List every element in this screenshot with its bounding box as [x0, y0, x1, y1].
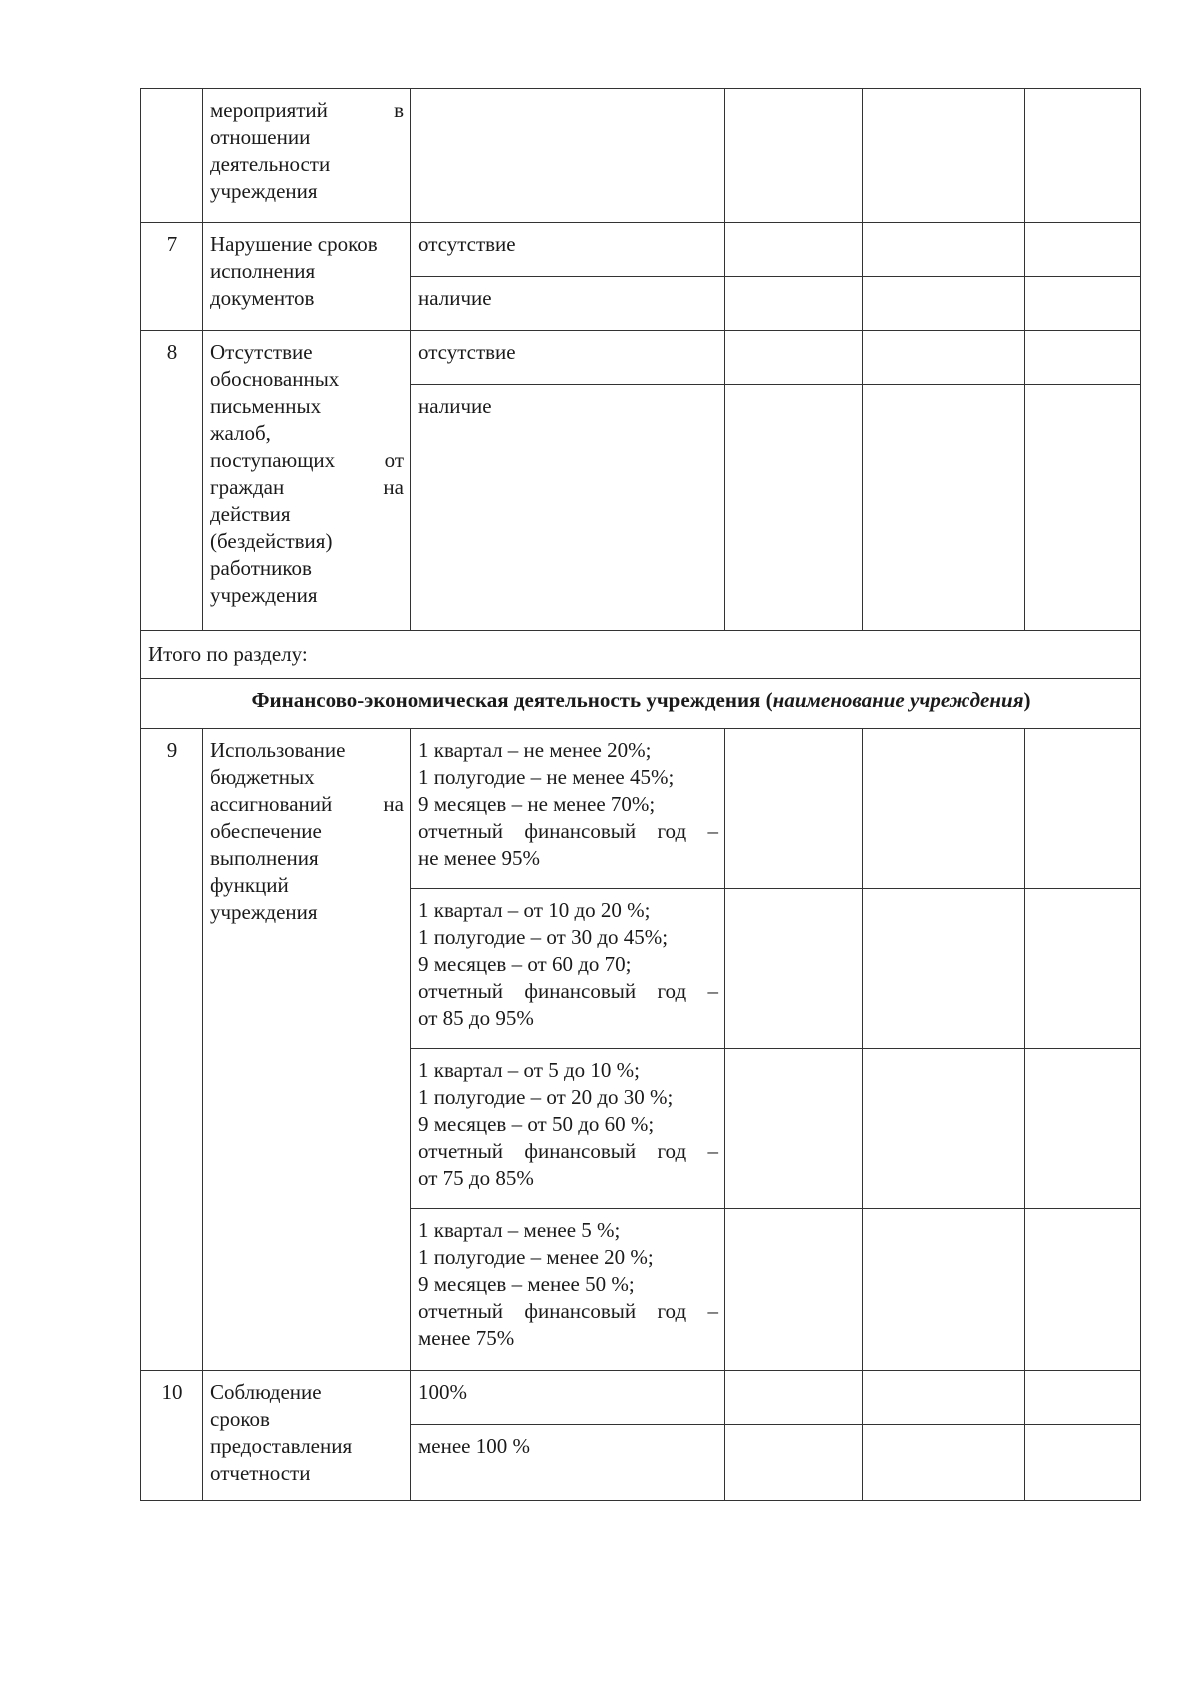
indicator-name-line: отчетности [210, 1461, 311, 1485]
indicator-name-cell [203, 89, 411, 223]
criterion-line: 1 полугодие – от 30 до 45%; [418, 925, 669, 949]
criterion-cell: 100% [411, 1371, 725, 1425]
score-cell [1025, 889, 1141, 1049]
indicator-name-line: обеспечение [210, 819, 322, 843]
score-cell [863, 385, 1025, 631]
indicator-name-line: учреждения [210, 179, 318, 203]
table-row [141, 223, 1141, 277]
indicator-name-line: функций [210, 873, 289, 897]
score-cell [725, 89, 863, 223]
criterion-cell: отсутствие [411, 223, 725, 277]
score-cell [863, 1425, 1025, 1501]
criterion-line: 9 месяцев – менее 50 %; [418, 1272, 635, 1296]
score-cell [725, 889, 863, 1049]
row-number-cell [141, 89, 203, 223]
criterion-cell: наличие [411, 385, 725, 631]
score-cell [863, 1209, 1025, 1371]
indicator-name-line: поступающих от [210, 448, 404, 472]
indicator-name-cell [203, 331, 411, 631]
criterion-line: отчетный финансовый год – [418, 819, 718, 843]
indicator-name-line: (бездействия) [210, 529, 333, 553]
indicator-name-line: обоснованных [210, 367, 340, 391]
criterion-cell: отсутствие [411, 331, 725, 385]
score-cell [863, 1371, 1025, 1425]
indicator-name-line: исполнения [210, 259, 316, 283]
score-cell [725, 729, 863, 889]
criterion-line: 1 полугодие – от 20 до 30 %; [418, 1085, 674, 1109]
criterion-cell [411, 729, 725, 889]
indicator-name-cell [203, 1371, 411, 1501]
criterion-line: отчетный финансовый год – [418, 979, 718, 1003]
criterion-line: 1 полугодие – менее 20 %; [418, 1245, 654, 1269]
score-cell [1025, 223, 1141, 277]
criterion-line: менее 75% [418, 1326, 515, 1350]
indicator-name-line: учреждения [210, 583, 318, 607]
section-header [141, 679, 1141, 729]
indicator-name-line: документов [210, 286, 315, 310]
table-row [141, 729, 1141, 889]
indicator-name-line: жалоб, [210, 421, 271, 445]
criterion-line: 1 квартал – не менее 20%; [418, 738, 652, 762]
score-cell [1025, 1371, 1141, 1425]
score-cell [725, 277, 863, 331]
criterion-line: 1 полугодие – не менее 45%; [418, 765, 675, 789]
indicator-name-line: действия [210, 502, 291, 526]
row-number: 9 [141, 729, 203, 1371]
indicator-name-line: Использование [210, 738, 346, 762]
criterion-line: 9 месяцев – от 60 до 70; [418, 952, 632, 976]
indicator-name-line: учреждения [210, 900, 318, 924]
section-header-title: Финансово-экономическая деятельность учреждения ( [251, 688, 773, 712]
indicator-name-line: мероприятий в [210, 98, 404, 122]
criterion-cell [411, 889, 725, 1049]
criterion-cell: наличие [411, 277, 725, 331]
score-cell [1025, 729, 1141, 889]
criterion-line: 1 квартал – менее 5 %; [418, 1218, 621, 1242]
score-cell [725, 223, 863, 277]
score-cell [1025, 1049, 1141, 1209]
score-cell [1025, 89, 1141, 223]
criterion-line: 1 квартал – от 10 до 20 %; [418, 898, 651, 922]
score-cell [1025, 331, 1141, 385]
criterion-cell [411, 1209, 725, 1371]
score-cell [725, 1049, 863, 1209]
score-cell [725, 1371, 863, 1425]
criterion-cell: менее 100 % [411, 1425, 725, 1501]
indicator-name-line: предоставления [210, 1434, 353, 1458]
indicator-name-line: Соблюдение [210, 1380, 322, 1404]
criterion-line: от 75 до 85% [418, 1166, 534, 1190]
criterion-line: не менее 95% [418, 846, 541, 870]
criteria-table [140, 88, 1141, 1501]
table-row [141, 331, 1141, 385]
criterion-line: 1 квартал – от 5 до 10 %; [418, 1058, 640, 1082]
score-cell [725, 1209, 863, 1371]
criterion-line: 9 месяцев – не менее 70%; [418, 792, 656, 816]
indicator-name-cell [203, 729, 411, 1371]
score-cell [725, 331, 863, 385]
indicator-name-line: письменных [210, 394, 322, 418]
indicator-name-line: отношении [210, 125, 311, 149]
criterion-line: 9 месяцев – от 50 до 60 %; [418, 1112, 655, 1136]
score-cell [1025, 385, 1141, 631]
row-number: 8 [141, 331, 203, 631]
table-row [141, 679, 1141, 729]
section-header-placeholder: наименование учреждения [772, 688, 1024, 712]
indicator-name-line: деятельности [210, 152, 331, 176]
table-row [141, 631, 1141, 679]
section-total-label: Итого по разделу: [141, 631, 1141, 679]
indicator-name-line: сроков [210, 1407, 270, 1431]
indicator-name-line: ассигнований на [210, 792, 404, 816]
score-cell [863, 331, 1025, 385]
indicator-name-line: работников [210, 556, 312, 580]
row-number: 10 [141, 1371, 203, 1501]
score-cell [863, 1049, 1025, 1209]
indicator-name-line: Нарушение сроков [210, 232, 378, 256]
criterion-line: отчетный финансовый год – [418, 1139, 718, 1163]
section-header-close: ) [1023, 688, 1031, 712]
row-number: 7 [141, 223, 203, 331]
criterion-cell [411, 89, 725, 223]
score-cell [863, 277, 1025, 331]
score-cell [725, 1425, 863, 1501]
table-row [141, 1371, 1141, 1425]
score-cell [863, 89, 1025, 223]
indicator-name-line: Отсутствие [210, 340, 313, 364]
score-cell [1025, 1425, 1141, 1501]
indicator-name-cell [203, 223, 411, 331]
table-row [141, 89, 1141, 223]
score-cell [863, 729, 1025, 889]
indicator-name-line: выполнения [210, 846, 319, 870]
score-cell [1025, 277, 1141, 331]
criterion-cell [411, 1049, 725, 1209]
score-cell [725, 385, 863, 631]
criterion-line: от 85 до 95% [418, 1006, 534, 1030]
score-cell [1025, 1209, 1141, 1371]
indicator-name-line: граждан на [210, 475, 404, 499]
indicator-name-line: бюджетных [210, 765, 315, 789]
score-cell [863, 889, 1025, 1049]
score-cell [863, 223, 1025, 277]
criterion-line: отчетный финансовый год – [418, 1299, 718, 1323]
